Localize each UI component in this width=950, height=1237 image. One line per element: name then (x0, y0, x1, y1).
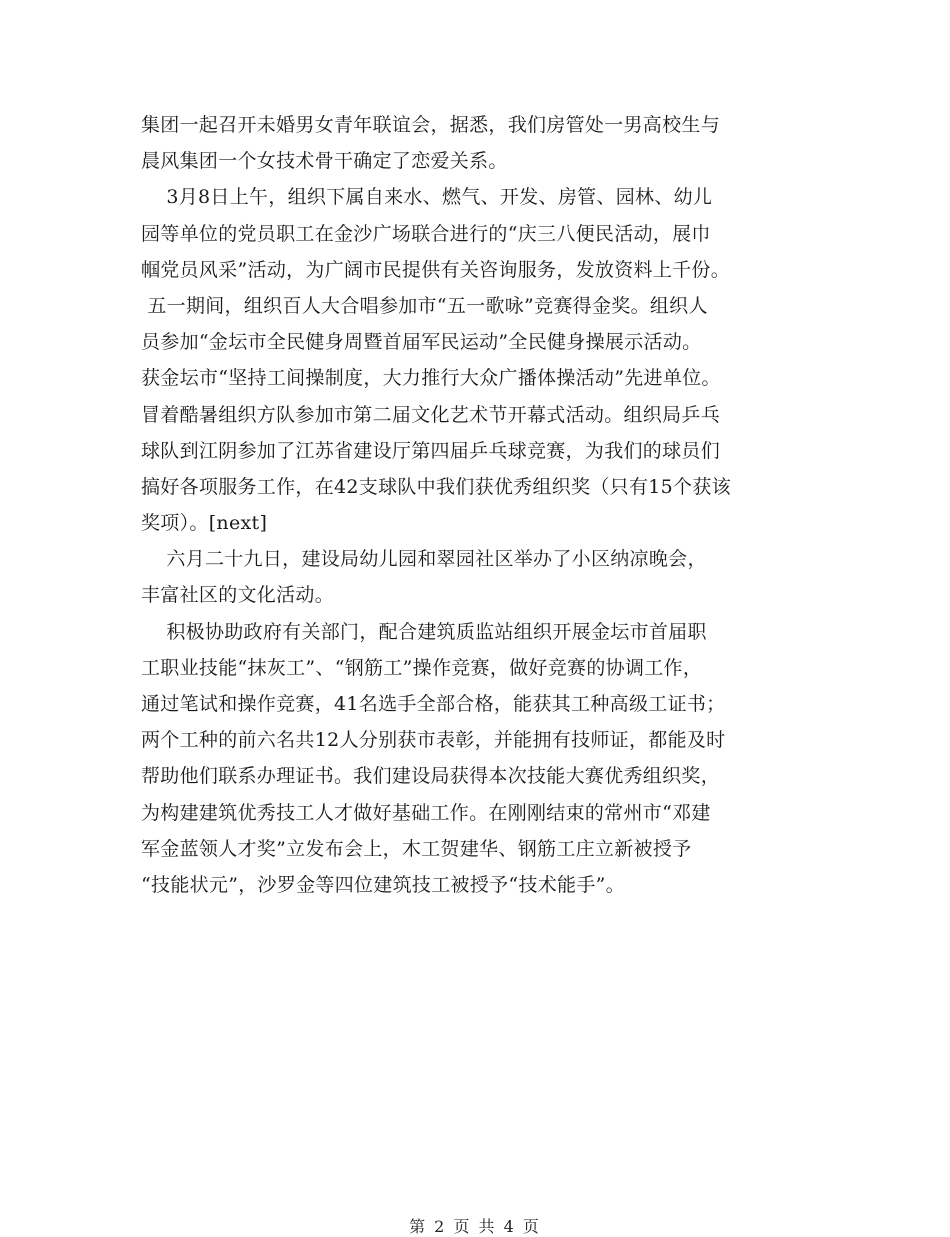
text-line: 六月二十九日，建设局幼儿园和翠园社区举办了小区纳凉晚会， (141, 548, 707, 571)
text-line: 搞好各项服务工作，在42支球队中我们获优秀组织奖（只有15个获该 (141, 475, 731, 498)
text-line: 园等单位的党员职工在金沙广场联合进行的“庆三八便民活动，展巾 (141, 222, 711, 245)
text-line: 员参加“金坛市全民健身周暨首届军民运动”全民健身操展示活动。 (141, 331, 702, 354)
text-line: 丰富社区的文化活动。 (141, 584, 335, 607)
text-line: 为构建建筑优秀技工人才做好基础工作。在刚刚结束的常州市“邓建 (141, 801, 711, 824)
text-line: “技能状元”，沙罗金等四位建筑技工被授予“技术能手”。 (141, 873, 625, 896)
document-body (141, 107, 821, 903)
text-line: 积极协助政府有关部门，配合建筑质监站组织开展金坛市首届职 (141, 620, 707, 643)
text-line: 军金蓝领人才奖”立发布会上，木工贺建华、钢筋工庄立新被授予 (141, 837, 692, 860)
text-line: 球队到江阴参加了江苏省建设厅第四届乒乓球竞赛，为我们的球员们 (141, 439, 721, 462)
text-line: 帮助他们联系办理证书。我们建设局获得本次技能大赛优秀组织奖， (141, 765, 721, 788)
text-line: 工职业技能“抹灰工”、“钢筋工”操作竞赛，做好竞赛的协调工作， (141, 656, 703, 679)
text-line: 集团一起召开未婚男女青年联谊会，据悉，我们房管处一男高校生与 (141, 114, 721, 136)
text-line: 获金坛市“坚持工间操制度，大力推行大众广播体操活动”先进单位。 (141, 367, 721, 390)
text-line: 通过笔试和操作竞赛，41名选手全部合格，能获其工种高级工证书； (141, 693, 726, 715)
text-line: 3月8日上午，组织下属自来水、燃气、开发、房管、园林、幼儿 (141, 186, 713, 209)
text-line: 五一期间，组织百人大合唱参加市“五一歌咏”竞赛得金奖。组织人 (141, 294, 708, 317)
text-line: 两个工种的前六名共12人分别获市表彰，并能拥有技师证，都能及时 (141, 729, 726, 752)
text-line: 晨风集团一个女技术骨干确定了恋爱关系。 (141, 150, 508, 173)
page-number-footer: 第 2 页 共 4 页 (409, 1217, 541, 1236)
text-line: 奖项）。[next] (141, 512, 268, 535)
text-line: 冒着酷暑组织方队参加市第二届文化艺术节开幕式活动。组织局乒乓 (141, 403, 721, 426)
text-line: 帼党员风采”活动，为广阔市民提供有关咨询服务，发放资料上千份。 (141, 258, 731, 281)
